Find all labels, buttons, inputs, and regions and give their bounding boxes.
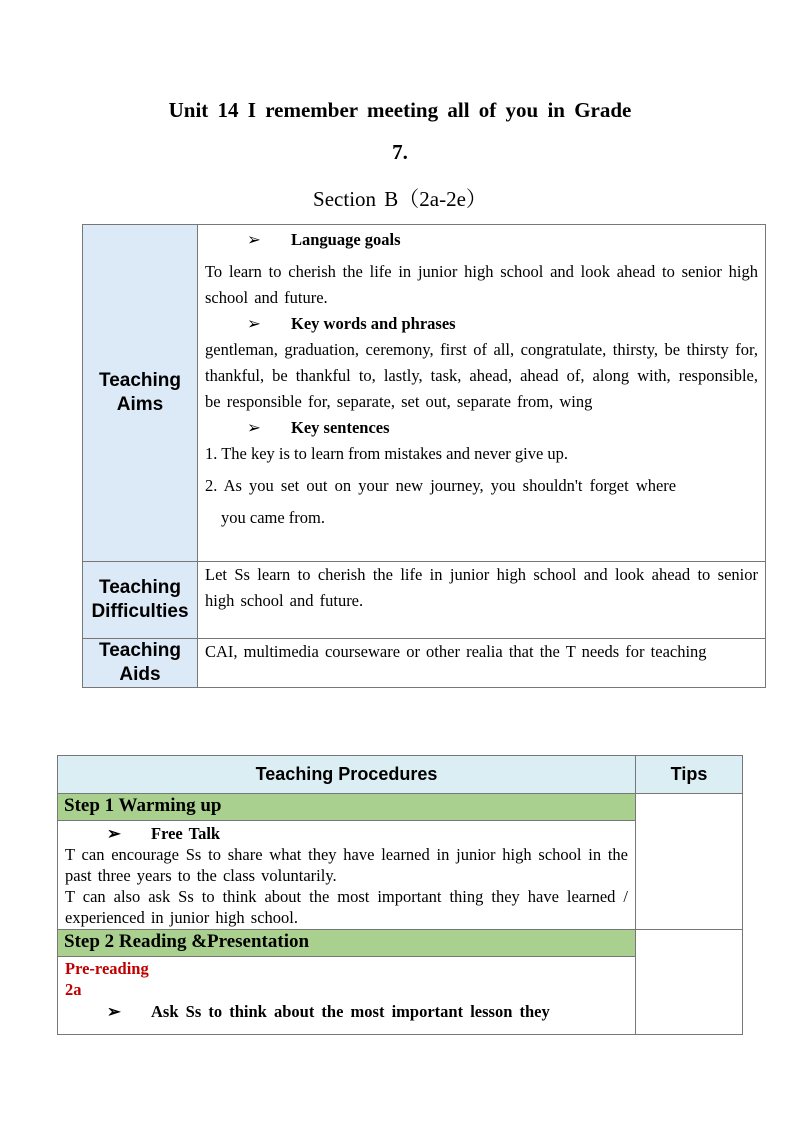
language-goals-text: To learn to cherish the life in junior high school and look ahead to senior high school and future.	[205, 262, 758, 307]
step-2-tips	[636, 930, 743, 1035]
arrowhead-bullet-icon: ➢	[107, 1002, 121, 1021]
key-sentence-1: 1. The key is to learn from mistakes and never give up.	[205, 444, 569, 463]
teaching-aims-label: Teaching Aims	[83, 225, 198, 562]
step-1-text-1: T can encourage Ss to share what they have learned in junior high school in the past three years to the class voluntarily.	[65, 845, 628, 885]
teaching-procedures-table	[57, 755, 743, 1035]
tips-header: Tips	[636, 756, 743, 794]
activity-2a-label: 2a	[65, 980, 82, 999]
arrowhead-bullet-icon: ➢	[247, 314, 261, 333]
procedures-header: Teaching Procedures	[58, 756, 636, 794]
free-talk-heading: ➢ Free Talk	[107, 824, 221, 843]
key-sentences-heading: ➢ Key sentences	[205, 415, 758, 441]
key-sentence-2-continued: you came from.	[221, 508, 326, 527]
document-title-line-2: 7.	[392, 140, 408, 164]
teaching-difficulties-label: Teaching Difficulties	[83, 562, 198, 639]
teaching-aids-content: CAI, multimedia courseware or other realia that the T needs for teaching	[198, 639, 766, 688]
step-2-title: Step 2 Reading &Presentation	[58, 930, 636, 957]
pre-reading-label: Pre-reading	[65, 959, 149, 978]
teaching-aims-content	[198, 225, 766, 562]
step-1-text-2: T can also ask Ss to think about the most important thing they have learned / experienced in junior high school.	[65, 887, 628, 927]
step-2-bullet: ➢ Ask Ss to think about the most important lesson they	[107, 1002, 550, 1021]
arrowhead-bullet-icon: ➢	[247, 230, 261, 249]
document-title-line-1: Unit 14 I remember meeting all of you in Grade	[168, 98, 632, 122]
teaching-aims-table	[82, 224, 766, 688]
step-1-title: Step 1 Warming up	[58, 794, 636, 821]
key-sentence-2: 2. As you set out on your new journey, you shouldn't forget where	[205, 476, 677, 495]
arrowhead-bullet-icon: ➢	[107, 824, 121, 843]
step-2-content	[58, 957, 636, 1035]
key-words-heading: ➢ Key words and phrases	[205, 311, 758, 337]
key-words-text: gentleman, graduation, ceremony, first of all, congratulate, thirsty, be thirsty for, thankful, be thankful to, lastly, task, ahead, ahead of, along with, responsible, be responsible for, separate, set out, separate from, wing	[205, 340, 758, 411]
step-1-content	[58, 821, 636, 930]
section-subtitle: Section B（2a-2e）	[313, 187, 487, 211]
arrowhead-bullet-icon: ➢	[247, 418, 261, 437]
teaching-difficulties-content: Let Ss learn to cherish the life in junior high school and look ahead to senior high school and future.	[198, 562, 766, 639]
language-goals-heading: ➢ Language goals	[205, 227, 758, 253]
step-1-tips	[636, 794, 743, 930]
teaching-aids-label: Teaching Aids	[83, 639, 198, 688]
